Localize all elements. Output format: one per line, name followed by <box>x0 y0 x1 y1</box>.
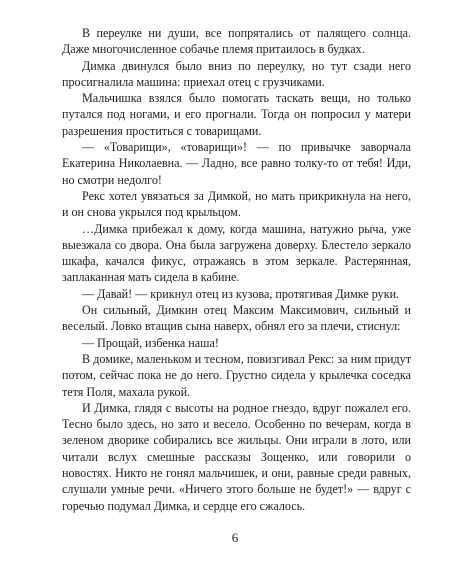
page-body <box>62 25 411 514</box>
paragraph: И Димка, глядя с высоты на родное гнездо, вдруг пожалел его. Тесно было здесь, но зато и весело. Особенно по вечерам, когда в зеленом дворике собирались все жильцы. Они играли в лото, или читали вслух смешные рассказы Зощенко, или говорили о новостях. Никто не гонял мальчишек, и они, равные среди равных, слушали умные речи. «Ничего этого больше не будет!» — вдруг с горечью подумал Димка, и сердце его сжалось. <box>62 400 411 513</box>
paragraph: — Давай! — крикнул отец из кузова, протягивая Димке руки. <box>82 286 400 301</box>
paragraph: — Прощай, избенка наша! <box>82 335 219 350</box>
paragraph: …Димка прибежал к дому, когда машина, натужно рыча, уже выезжала со двора. Она была загружена доверху. Блестело зеркало шкафа, качался фикус, отражаясь в этом зеркале. Растерянная, заплаканная мать сидела в кабине. <box>62 221 411 285</box>
paragraph: Мальчишка взялся было помогать таскать вещи, но только путался под ногами, и его прогнали. Тогда он попросил у матери разрешения проститься с товарищами. <box>62 91 411 138</box>
paragraph: В переулке ни души, все попрятались от палящего солнца. Даже многочисленное собачье племя притаилось в будках. <box>62 26 411 57</box>
paragraph: Рекс хотел увязаться за Димкой, но мать прикрикнула на него, и он снова укрылся под крыльцом. <box>62 188 411 220</box>
page-number: 6 <box>231 530 239 545</box>
paragraph: — «Товарищи», «товарищи»! — по привычке заворчала Екатерина Николаевна. — Ладно, все равно толку-то от тебя! Иди, но смотри недолго! <box>62 140 411 187</box>
paragraph: Димка двинулся было вниз по переулку, но тут сзади него просигналила машина: приехал отец с грузчиками. <box>62 58 411 89</box>
paragraph: В домике, маленьком и тесном, повизгивал Рекс: за ним придут потом, сейчас пока не до него. Грустно сидела у крылечка соседка тетя Поля, махала рукой. <box>62 351 411 399</box>
paragraph: Он сильный, Димкин отец Максим Максимович, сильный и веселый. Ловко втащив сына наверх, обнял его за плечи, стиснул: <box>62 303 411 334</box>
